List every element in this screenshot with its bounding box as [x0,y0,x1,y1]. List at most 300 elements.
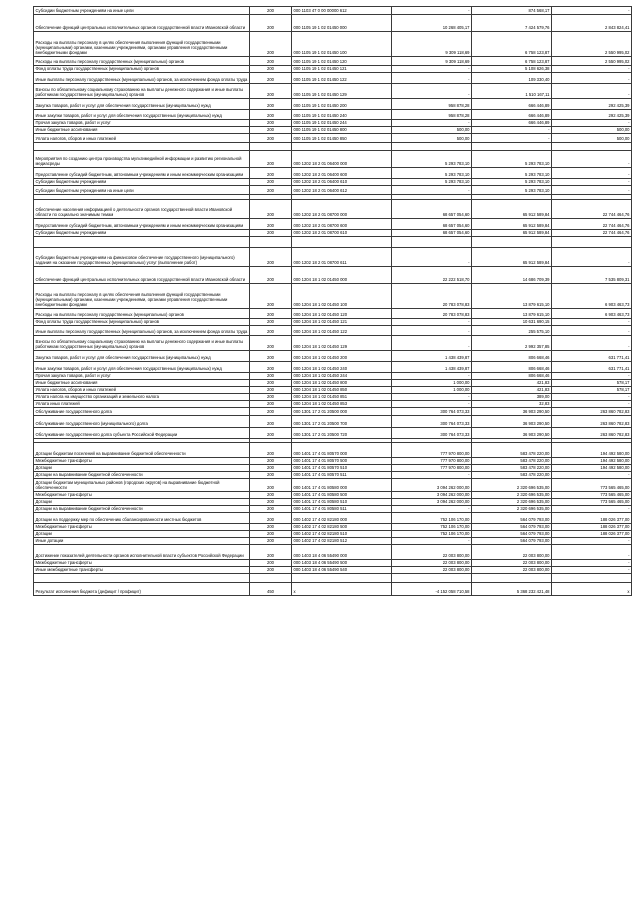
row-executed: 22 003 800,00 [472,567,552,574]
row-executed: 874 568,17 [472,7,552,15]
row-approved: 300 764 073,33 [392,408,472,416]
row-unexecuted: 194 492 580,00 [552,465,632,472]
table-row [34,84,632,99]
row-executed: 421,83 [472,380,552,387]
row-code: 200 [250,401,292,408]
row-approved: 22 003 800,00 [392,567,472,574]
row-kbk: 000 1301 17 2 01 20500 720 [292,428,392,439]
row-name: Субсидии бюджетным учреждениям [34,179,250,186]
row-kbk: 000 1204 18 1 02 01450 851 [292,394,392,401]
row-kbk: 000 1204 18 1 02 01450 850 [292,387,392,394]
row-name: Результат исполнения бюджета (дефицит / профицит) [34,583,250,596]
empty-cell [250,143,292,151]
row-name: Иные закупки товаров, работ и услуг для обеспечения государственных (муниципальных) нужд [34,110,250,120]
table-row [34,351,632,362]
table-row [34,7,632,15]
table-row [34,443,632,458]
empty-cell [34,143,250,151]
row-unexecuted: - [552,168,632,179]
row-name: Уплата налогов, сборов и иных платежей [34,134,250,143]
row-approved: -4 152 058 710,58 [392,583,472,596]
row-unexecuted: 500,00 [552,134,632,143]
row-code: 200 [250,230,292,237]
table-row [34,380,632,387]
row-name: Субсидии бюджетным учреждениям [34,230,250,237]
row-gap [34,237,632,248]
row-unexecuted: - [552,248,632,267]
row-approved: - [392,120,472,127]
row-approved: - [392,248,472,267]
row-kbk: 000 1403 18 4 06 55490 500 [292,560,392,567]
row-code: 200 [250,416,292,428]
row-name: Достижение показателей деятельности органов исполнительной власти субъектов Российской Федерации [34,545,250,560]
row-name: Взносы по обязательному социальному страхованию на выплаты денежного содержания и иные выплаты работникам государственных (муниципальных) органов [34,84,250,99]
row-unexecuted: 188 026 377,00 [552,531,632,538]
row-kbk: 000 1401 17 4 01 80580 510 [292,499,392,506]
row-code: 200 [250,248,292,267]
row-unexecuted: 2 550 995,02 [552,32,632,57]
row-approved: 5 293 783,10 [392,168,472,179]
row-executed: 5 293 783,10 [472,186,552,195]
row-code: 200 [250,362,292,373]
row-approved: 10 268 405,17 [392,15,472,32]
row-name: Расходы на выплаты персоналу государственных (муниципальных) органов [34,57,250,66]
table-row [34,151,632,168]
row-name: Межбюджетные трансферты [34,492,250,499]
table-row [34,32,632,57]
row-name: Расходы на выплаты персоналу в целях обеспечения выполнения функций государственными (муниципальными) органами, казенными учреждениями, органами управления государственными внебюджетными фондами [34,32,250,57]
row-name: Субсидии бюджетным учреждениям на финансовое обеспечение государственного (муниципального) задания на оказание государственных (муниципальных) услуг (выполнение работ) [34,248,250,267]
row-executed: 65 912 589,84 [472,230,552,237]
empty-cell [552,143,632,151]
row-approved: - [392,66,472,73]
row-kbk: 000 1202 18 2 01 08700 610 [292,230,392,237]
row-kbk: 000 1204 18 1 02 01450 120 [292,309,392,319]
row-executed: 583 478 220,00 [472,458,552,465]
table-row [34,567,632,574]
table-row [34,465,632,472]
row-executed: 6 758 123,87 [472,32,552,57]
row-approved: 20 783 078,83 [392,309,472,319]
row-approved: - [392,319,472,326]
row-approved: - [392,326,472,336]
table-row [34,513,632,524]
row-executed: 421,83 [472,387,552,394]
empty-cell [292,143,392,151]
row-unexecuted: 22 744 464,76 [552,230,632,237]
row-name: Прочая закупка товаров, работ и услуг [34,120,250,127]
table-row [34,73,632,84]
row-unexecuted: - [552,66,632,73]
row-approved: 3 094 262 000,00 [392,499,472,506]
row-executed: 2 320 696 535,00 [472,506,552,513]
table-row [34,267,632,284]
empty-cell [552,574,632,583]
row-executed: 65 912 589,84 [472,248,552,267]
row-executed: 389,00 [472,394,552,401]
row-name: Обслуживание государственного долга [34,408,250,416]
row-approved: - [392,73,472,84]
row-code: 200 [250,284,292,309]
row-executed: 6 758 123,87 [472,57,552,66]
row-code: 200 [250,15,292,32]
row-unexecuted: 292 425,39 [552,110,632,120]
row-executed: 22 003 800,00 [472,545,552,560]
row-unexecuted: 22 744 464,76 [552,200,632,219]
row-kbk: 000 1204 18 1 02 01450 121 [292,319,392,326]
row-code: 200 [250,134,292,143]
row-name: Фонд оплаты труда государственных (муниципальных) органов [34,319,250,326]
row-executed: 1 510 167,11 [472,84,552,99]
row-kbk: 000 1204 18 1 02 01450 000 [292,267,392,284]
row-name: Уплата налогов, сборов и иных платежей [34,387,250,394]
table-row [34,15,632,32]
row-kbk: 000 1105 19 1 02 01450 244 [292,120,392,127]
row-approved: - [392,373,472,380]
row-unexecuted: - [552,179,632,186]
row-unexecuted: 773 565 465,00 [552,492,632,499]
row-kbk: 000 1105 19 1 02 01450 120 [292,57,392,66]
table-row [34,57,632,66]
row-approved: 9 309 118,69 [392,57,472,66]
empty-cell [472,237,552,248]
row-code: 200 [250,57,292,66]
table-row [34,66,632,73]
row-approved: - [392,84,472,99]
row-executed: 10 631 690,15 [472,319,552,326]
table-row [34,458,632,465]
row-kbk: 000 1301 17 2 01 20500 700 [292,416,392,428]
row-approved: 958 878,28 [392,110,472,120]
row-unexecuted: - [552,319,632,326]
row-name: Мероприятия по созданию центра производства мультимедийной информации и развитию региональной медиасреды [34,151,250,168]
row-code: 200 [250,373,292,380]
row-kbk: 000 1202 18 2 01 08700 600 [292,219,392,230]
empty-cell [34,237,250,248]
row-approved: 22 222 518,70 [392,267,472,284]
row-kbk: 000 1105 19 1 02 01450 000 [292,15,392,32]
row-code: 200 [250,443,292,458]
row-code: 200 [250,32,292,57]
empty-cell [292,574,392,583]
row-executed: 583 478 220,00 [472,465,552,472]
row-executed: 564 079 793,00 [472,513,552,524]
table-row [34,200,632,219]
row-code: 200 [250,7,292,15]
row-unexecuted: - [552,336,632,351]
row-approved: 5 293 783,10 [392,179,472,186]
row-kbk: x [292,583,392,596]
row-code: 200 [250,168,292,179]
budget-execution-table [33,6,632,596]
row-kbk: 000 1105 19 1 02 01450 122 [292,73,392,84]
row-unexecuted: - [552,120,632,127]
row-executed: 5 293 783,10 [472,179,552,186]
row-code: 200 [250,479,292,492]
row-approved: 958 878,28 [392,99,472,110]
row-unexecuted: 500,00 [552,127,632,134]
row-name: Взносы по обязательному социальному страхованию на выплаты денежного содержания и иные выплаты работникам государственных (муниципальных) органов [34,336,250,351]
row-unexecuted: - [552,73,632,84]
row-kbk: 000 1103 47 0 00 00000 612 [292,7,392,15]
row-unexecuted: x [552,583,632,596]
row-executed: 5 368 232 421,48 [472,583,552,596]
row-code: 200 [250,84,292,99]
row-approved: 1 438 439,87 [392,351,472,362]
row-unexecuted: 292 425,39 [552,99,632,110]
row-kbk: 000 1402 17 4 02 82180 500 [292,524,392,531]
row-code: 200 [250,492,292,499]
table-row [34,401,632,408]
row-name: Уплата иных платежей [34,401,250,408]
row-unexecuted: 188 026 377,00 [552,524,632,531]
row-unexecuted: 578,17 [552,387,632,394]
row-executed: 32,83 [472,401,552,408]
row-approved: 777 970 800,00 [392,458,472,465]
row-approved: 68 657 054,60 [392,230,472,237]
row-executed: 666 446,89 [472,110,552,120]
table-row [34,387,632,394]
row-code: 200 [250,336,292,351]
row-unexecuted: 22 744 464,76 [552,219,632,230]
row-kbk: 000 1105 19 1 02 01450 100 [292,32,392,57]
row-kbk: 000 1401 17 4 01 80570 500 [292,458,392,465]
row-code: 200 [250,538,292,545]
row-approved: - [392,7,472,15]
table-row [34,472,632,479]
row-unexecuted: - [552,545,632,560]
row-code: 200 [250,351,292,362]
row-name: Иные межбюджетные трансферты [34,567,250,574]
row-kbk: 000 1202 18 2 01 06400 600 [292,168,392,179]
row-executed: 5 293 783,10 [472,151,552,168]
empty-cell [392,143,472,151]
row-code: 200 [250,506,292,513]
row-executed: 5 293 783,10 [472,168,552,179]
row-name: Дотации на выравнивание бюджетной обеспеченности [34,506,250,513]
row-name: Межбюджетные трансферты [34,458,250,465]
row-unexecuted: 263 860 782,83 [552,428,632,439]
table-row [34,134,632,143]
row-unexecuted: - [552,560,632,567]
row-executed: 65 912 589,84 [472,219,552,230]
row-name: Закупка товаров, работ и услуг для обеспечения государственных (муниципальных) нужд [34,351,250,362]
row-kbk: 000 1105 19 1 02 01450 240 [292,110,392,120]
row-approved: 777 970 800,00 [392,465,472,472]
table-row [34,560,632,567]
row-code: 200 [250,567,292,574]
row-code: 200 [250,499,292,506]
table-row [34,179,632,186]
row-approved: 752 106 170,00 [392,513,472,524]
row-unexecuted: 631 771,41 [552,362,632,373]
table-row [34,99,632,110]
row-approved: - [392,336,472,351]
row-approved: 3 094 262 000,00 [392,492,472,499]
row-code: 200 [250,408,292,416]
row-kbk: 000 1301 17 2 01 20500 000 [292,408,392,416]
row-unexecuted: 263 860 782,83 [552,408,632,416]
table-row [34,538,632,545]
row-name: Дотации [34,531,250,538]
row-name: Обеспечение функций центральных исполнительных органов государственной власти Ивановской области [34,267,250,284]
row-unexecuted: 188 026 377,00 [552,513,632,524]
table-row [34,120,632,127]
row-code: 200 [250,151,292,168]
empty-cell [392,237,472,248]
row-unexecuted: 773 565 465,00 [552,479,632,492]
row-unexecuted: 194 492 580,00 [552,443,632,458]
row-kbk: 000 1202 18 2 01 06400 000 [292,151,392,168]
row-code: 200 [250,524,292,531]
empty-cell [250,237,292,248]
row-code: 200 [250,428,292,439]
row-code: 200 [250,531,292,538]
table-row [34,336,632,351]
row-name: Межбюджетные трансферты [34,524,250,531]
row-unexecuted: - [552,538,632,545]
row-executed: 22 003 800,00 [472,560,552,567]
row-name: Расходы на выплаты персоналу государственных (муниципальных) органов [34,309,250,319]
row-approved: 1 000,00 [392,387,472,394]
row-executed: 65 912 589,84 [472,200,552,219]
row-code: 200 [250,319,292,326]
row-code: 200 [250,465,292,472]
row-unexecuted: - [552,84,632,99]
row-approved: 500,00 [392,127,472,134]
row-approved: 500,00 [392,134,472,143]
row-code: 200 [250,380,292,387]
row-executed: 583 478 220,00 [472,472,552,479]
table-row [34,524,632,531]
row-executed: 806 668,46 [472,373,552,380]
row-name: Обслуживание государственного долга субъекта Российской Федерации [34,428,250,439]
empty-cell [472,574,552,583]
empty-cell [392,574,472,583]
table-row [34,219,632,230]
row-executed: 255 575,10 [472,326,552,336]
row-approved: - [392,538,472,545]
row-name: Дотации на выравнивание бюджетной обеспеченности [34,472,250,479]
row-code: 200 [250,99,292,110]
row-name: Фонд оплаты труда государственных (муниципальных) органов [34,66,250,73]
row-kbk: 000 1204 18 1 02 01450 853 [292,401,392,408]
row-kbk: 000 1204 18 1 02 01450 122 [292,326,392,336]
row-code: 200 [250,200,292,219]
row-kbk: 000 1401 17 4 01 80580 500 [292,492,392,499]
row-executed: 564 079 793,00 [472,538,552,545]
row-unexecuted: - [552,506,632,513]
row-code: 200 [250,560,292,567]
row-name: Иные выплаты персоналу государственных (муниципальных) органов, за исключением фонда оплаты труда [34,326,250,336]
table-row [34,248,632,267]
row-code: 200 [250,120,292,127]
row-code: 200 [250,179,292,186]
table-row [34,309,632,319]
row-approved: 1 000,00 [392,380,472,387]
row-unexecuted: 6 903 463,73 [552,284,632,309]
row-kbk: 000 1204 18 1 02 01450 244 [292,373,392,380]
row-approved: 752 106 170,00 [392,531,472,538]
row-code: 200 [250,513,292,524]
row-unexecuted: 194 492 580,00 [552,458,632,465]
row-executed: 2 992 357,85 [472,336,552,351]
table-body [34,7,632,596]
table-row [34,408,632,416]
row-code: 450 [250,583,292,596]
row-approved: 20 783 078,83 [392,284,472,309]
table-row [34,428,632,439]
row-kbk: 000 1403 18 4 06 55490 540 [292,567,392,574]
row-unexecuted: 773 565 465,00 [552,499,632,506]
table-row [34,230,632,237]
row-kbk: 000 1202 18 2 01 06400 610 [292,179,392,186]
row-kbk: 000 1204 18 1 02 01450 129 [292,336,392,351]
row-unexecuted: 631 771,41 [552,351,632,362]
row-approved: 3 094 262 000,00 [392,479,472,492]
row-name: Иные бюджетные ассигнования [34,127,250,134]
row-executed: 2 320 696 535,00 [472,479,552,492]
row-executed: 806 668,46 [472,351,552,362]
empty-cell [34,574,250,583]
row-code: 200 [250,66,292,73]
row-approved: 300 764 073,33 [392,416,472,428]
row-name: Обеспечение функций центральных исполнительных органов государственной власти Ивановской области [34,15,250,32]
row-name: Субсидии бюджетным учреждениям на иные цели [34,7,250,15]
row-code: 200 [250,127,292,134]
row-unexecuted: - [552,7,632,15]
table-row [34,326,632,336]
row-name: Обслуживание государственного (муниципального) долга [34,416,250,428]
row-kbk: 000 1401 17 4 01 80570 510 [292,465,392,472]
row-unexecuted: - [552,567,632,574]
row-name: Уплата налога на имущество организаций и земельного налога [34,394,250,401]
row-executed: 666 446,89 [472,120,552,127]
row-executed: 36 903 290,50 [472,408,552,416]
row-kbk: 000 1202 18 2 01 06400 612 [292,186,392,195]
row-code: 200 [250,394,292,401]
row-code: 200 [250,110,292,120]
row-kbk: 000 1105 19 1 02 01450 129 [292,84,392,99]
row-unexecuted: 578,17 [552,380,632,387]
row-name: Закупка товаров, работ и услуг для обеспечения государственных (муниципальных) нужд [34,99,250,110]
row-kbk: 000 1202 18 2 01 08700 611 [292,248,392,267]
row-executed: 14 686 709,39 [472,267,552,284]
row-code: 200 [250,186,292,195]
table-row [34,319,632,326]
row-unexecuted: - [552,326,632,336]
row-executed: 36 903 290,50 [472,416,552,428]
row-code: 200 [250,219,292,230]
row-executed: 2 320 696 535,00 [472,499,552,506]
row-unexecuted: - [552,151,632,168]
row-executed: 564 079 793,00 [472,524,552,531]
row-approved: 5 293 783,10 [392,151,472,168]
row-executed: 13 879 615,10 [472,309,552,319]
row-executed: - [472,134,552,143]
table-row [34,583,632,596]
empty-cell [472,143,552,151]
row-name: Прочая закупка товаров, работ и услуг [34,373,250,380]
row-approved: 300 764 073,33 [392,428,472,439]
table-row [34,479,632,492]
row-name: Иные закупки товаров, работ и услуг для обеспечения государственных (муниципальных) нужд [34,362,250,373]
row-gap [34,143,632,151]
row-kbk: 000 1204 18 1 02 01450 240 [292,362,392,373]
row-unexecuted: - [552,373,632,380]
row-approved: - [392,186,472,195]
row-approved: 1 438 439,87 [392,362,472,373]
